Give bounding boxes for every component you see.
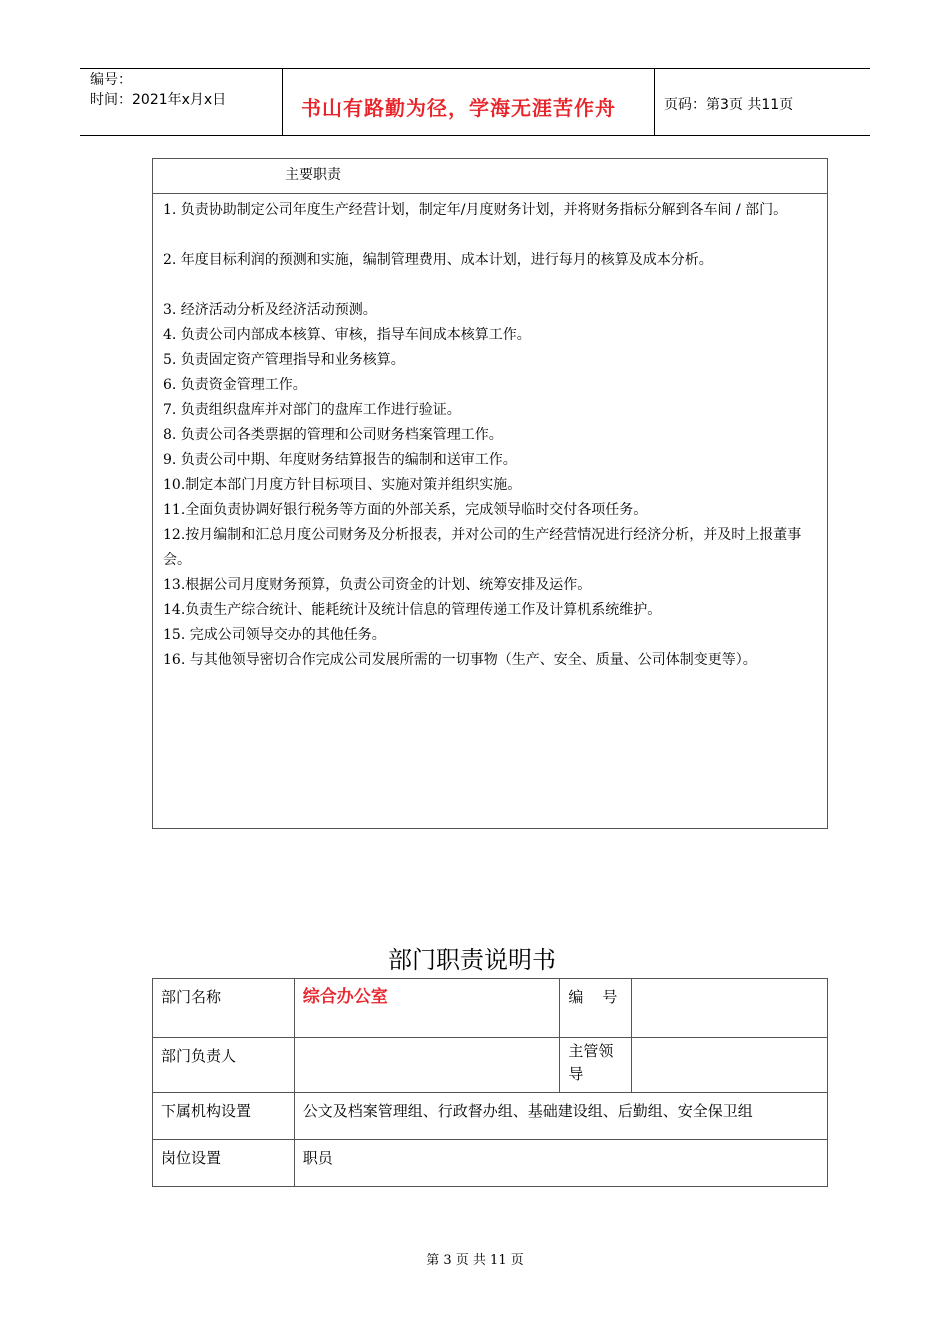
duties-title: 主要职责 [285, 167, 341, 183]
document-title: 部门职责说明书 [388, 946, 556, 974]
positions-label: 岗位设置 [153, 1140, 295, 1187]
duty-item-16: 16. 与其他领导密切合作完成公司发展所需的一切事物（生产、安全、质量、公司体制变更等）。 [163, 652, 757, 668]
header-date: 时间：2021年x月x日 [90, 92, 227, 108]
duty-item-2: 2. 年度目标利润的预测和实施，编制管理费用、成本计划，进行每月的核算及成本分析。 [163, 252, 713, 268]
dept-head-value [294, 1038, 560, 1093]
department-info-table [152, 978, 828, 1187]
dept-head-label: 部门负责人 [153, 1038, 295, 1093]
duties-title-divider [152, 193, 828, 194]
duty-item-11: 11.全面负责协调好银行税务等方面的外部关系，完成领导临时交付各项任务。 [163, 502, 648, 518]
dept-number-label: 编 号 [560, 979, 632, 1038]
table-row [153, 1140, 828, 1187]
duty-item-9: 9. 负责公司中期、年度财务结算报告的编制和送审工作。 [163, 452, 517, 468]
sub-units-value: 公文及档案管理组、行政督办组、基础建设组、后勤组、安全保卫组 [294, 1093, 827, 1140]
duty-item-1: 1. 负责协助制定公司年度生产经营计划，制定年/月度财务计划，并将财务指标分解到各车间 / 部门。 [163, 202, 788, 218]
table-row [153, 979, 828, 1038]
header-top-rule [80, 68, 870, 69]
duty-item-4: 4. 负责公司内部成本核算、审核，指导车间成本核算工作。 [163, 327, 531, 343]
header-number-label: 编号： [90, 72, 132, 88]
table-row [153, 1093, 828, 1140]
header-bottom-rule [80, 135, 870, 136]
supervisor-label: 主管领导 [560, 1038, 632, 1093]
header-page-info: 页码：第3页 共11页 [664, 97, 794, 113]
duty-item-3: 3. 经济活动分析及经济活动预测。 [163, 302, 377, 318]
table-row [153, 1038, 828, 1093]
header-divider-left [282, 68, 283, 136]
duty-item-12: 12.按月编制和汇总月度公司财务及分析报表，并对公司的生产经营情况进行经济分析，并及时上报董事会。 [163, 527, 802, 568]
duty-item-13: 13.根据公司月度财务预算，负责公司资金的计划、统筹安排及运作。 [163, 577, 592, 593]
header-motto: 书山有路勤为径，学海无涯苦作舟 [301, 96, 616, 120]
supervisor-value [632, 1038, 828, 1093]
positions-value: 职员 [294, 1140, 827, 1187]
duty-item-7: 7. 负责组织盘库并对部门的盘库工作进行验证。 [163, 402, 461, 418]
duty-item-14: 14.负责生产综合统计、能耗统计及统计信息的管理传递工作及计算机系统维护。 [163, 602, 662, 618]
dept-name-value: 综合办公室 [302, 987, 388, 1007]
duty-item-6: 6. 负责资金管理工作。 [163, 377, 307, 393]
duty-item-5: 5. 负责固定资产管理指导和业务核算。 [163, 352, 405, 368]
duty-item-8: 8. 负责公司各类票据的管理和公司财务档案管理工作。 [163, 427, 503, 443]
dept-name-label: 部门名称 [153, 979, 295, 1038]
duty-item-10: 10.制定本部门月度方针目标项目、实施对策并组织实施。 [163, 477, 522, 493]
page-footer: 第 3 页 共 11 页 [426, 1253, 524, 1268]
duty-item-15: 15. 完成公司领导交办的其他任务。 [163, 627, 386, 643]
dept-number-value [632, 979, 828, 1038]
sub-units-label: 下属机构设置 [153, 1093, 295, 1140]
header-divider-right [654, 68, 655, 136]
dept-name-cell [294, 979, 560, 1038]
